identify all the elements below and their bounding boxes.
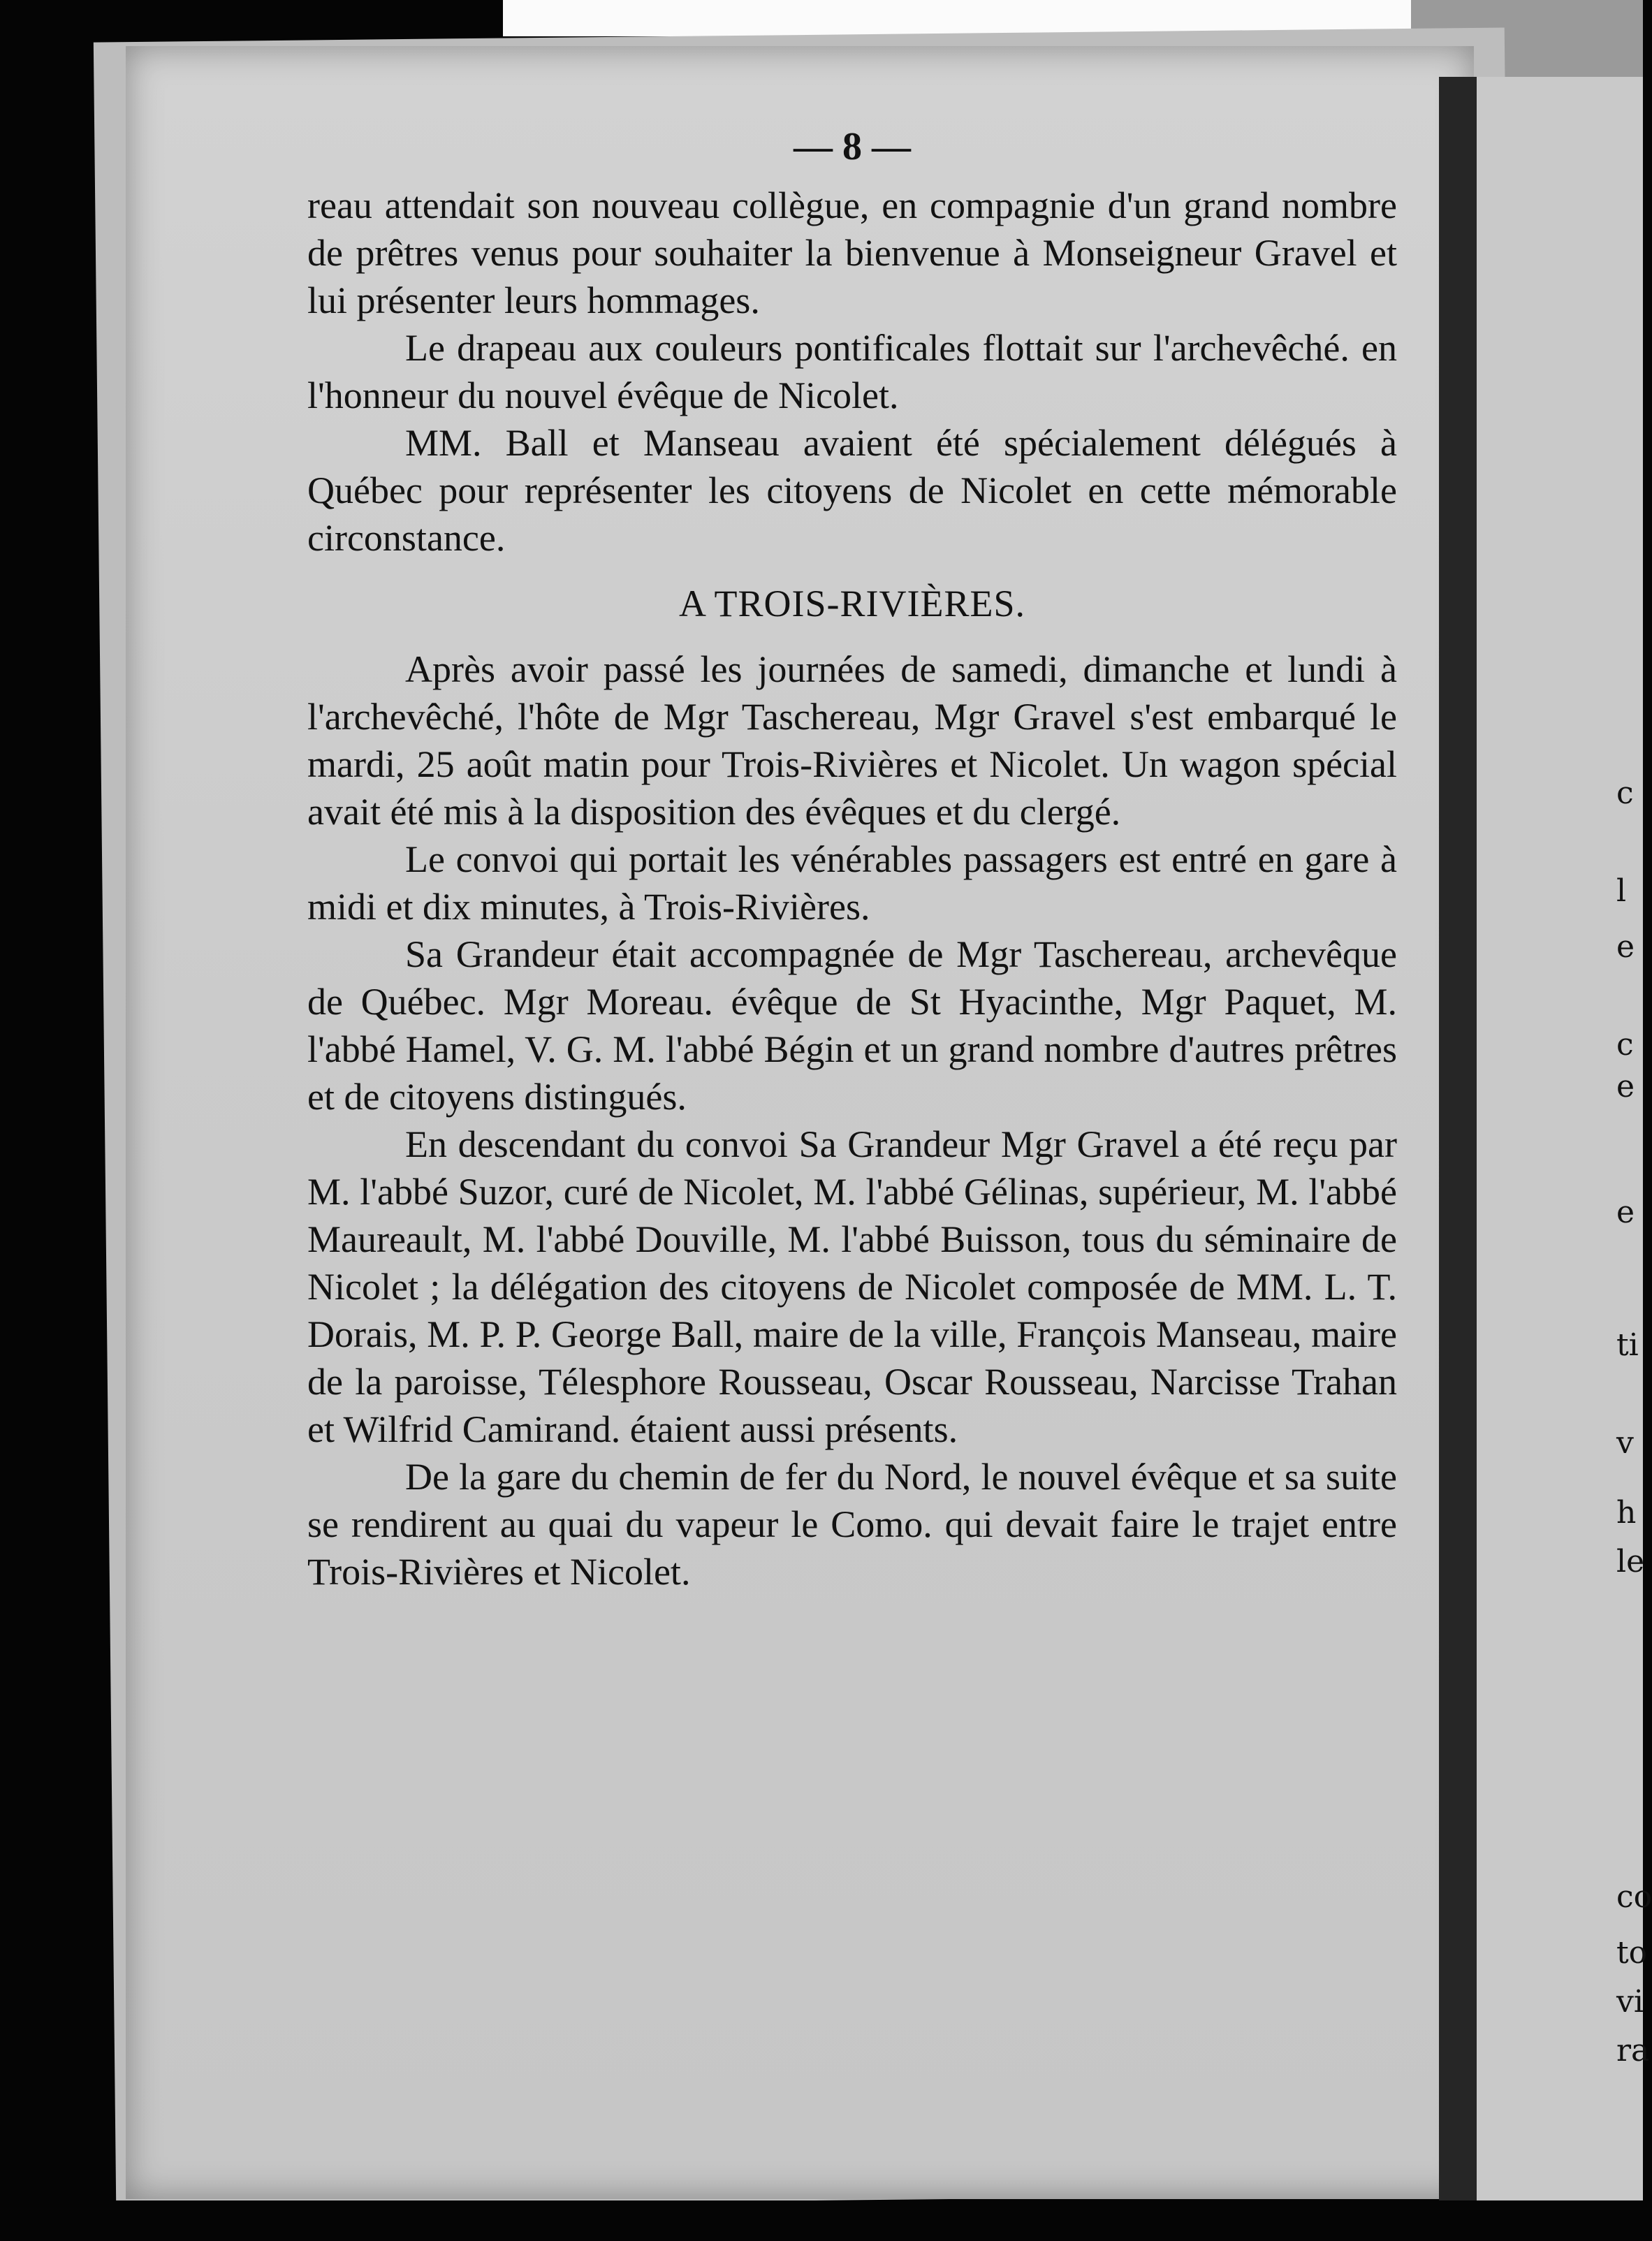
page-text	[307, 126, 1397, 1596]
neighbor-letter: ti	[1616, 1327, 1639, 1363]
neighbor-letter: e	[1616, 929, 1635, 965]
paragraph: reau attendait son nouveau collègue, en compagnie d'un grand nombre de prêtres venus pour souhaiter la bienvenue à Monseigneur Gravel et lui présenter leurs hommages.	[307, 184, 1397, 321]
neighbor-letter: e	[1616, 1069, 1635, 1104]
neighbor-letter: l	[1616, 873, 1627, 909]
paragraph: Le convoi qui portait les vénérables passagers est entré en gare à midi et dix minutes, à Trois-Rivières.	[307, 838, 1397, 928]
bottom-dark-edge	[0, 2200, 1643, 2241]
paragraph: MM. Ball et Manseau avaient été spécialement délégués à Québec pour représenter les citoyens de Nicolet en cette mémorable circonstance.	[307, 422, 1397, 559]
neighbor-letter: c	[1616, 775, 1634, 811]
neighbor-letter: c	[1616, 1027, 1634, 1063]
neighbor-letter: h	[1616, 1495, 1637, 1531]
neighbor-letter: v	[1616, 1425, 1634, 1461]
neighbor-letter: vi	[1616, 1984, 1644, 2020]
paragraph: En descendant du convoi Sa Grandeur Mgr Gravel a été reçu par M. l'abbé Suzor, curé de Nicolet, M. l'abbé Gélinas, supérieur, M. l'abbé Maureault, M. l'abbé Douville, M. l'abbé Buisson, tous du séminaire de Nicolet ; la délégation des citoyens de Nicolet composée de MM. L. T. Dorais, M. P. P. George Ball, maire de la ville, François Manseau, maire de la paroisse, Télesphore Rousseau, Oscar Rousseau, Narcisse Trahan et Wilfrid Camirand. étaient aussi présents.	[307, 1123, 1397, 1450]
paragraph: Sa Grandeur était accompagnée de Mgr Taschereau, archevêque de Québec. Mgr Moreau. évêque de St Hyacinthe, Mgr Paquet, M. l'abbé Hamel, V. G. M. l'abbé Bégin et un grand nombre d'autres prêtres et de citoyens distingués.	[307, 933, 1397, 1118]
neighbor-letter: le	[1616, 1544, 1645, 1579]
paragraph: Le drapeau aux couleurs pontificales flottait sur l'archevêché. en l'honneur du nouvel évêque de Nicolet.	[307, 327, 1397, 416]
page-number: — 8 —	[794, 125, 911, 168]
section-heading: A TROIS-RIVIÈRES.	[678, 583, 1026, 625]
neighbor-letter: to	[1616, 1935, 1648, 1971]
binding-crease	[1439, 77, 1477, 2214]
paragraph: De la gare du chemin de fer du Nord, le nouvel évêque et sa suite se rendirent au quai du vapeur le Como. qui devait faire le trajet entre Trois-Rivières et Nicolet.	[307, 1456, 1397, 1593]
neighbor-page-edge	[1477, 77, 1652, 2214]
neighbor-letter: ra	[1616, 2033, 1650, 2068]
paragraph: Après avoir passé les journées de samedi, dimanche et lundi à l'archevêché, l'hôte de Mgr Taschereau, Mgr Gravel s'est embarqué le mardi, 25 août matin pour Trois-Rivières et Nicolet. Un wagon spécial avait été mis à la disposition des évêques et du clergé.	[307, 648, 1397, 833]
neighbor-letter: co	[1616, 1879, 1652, 1915]
neighbor-letter: e	[1616, 1195, 1635, 1230]
